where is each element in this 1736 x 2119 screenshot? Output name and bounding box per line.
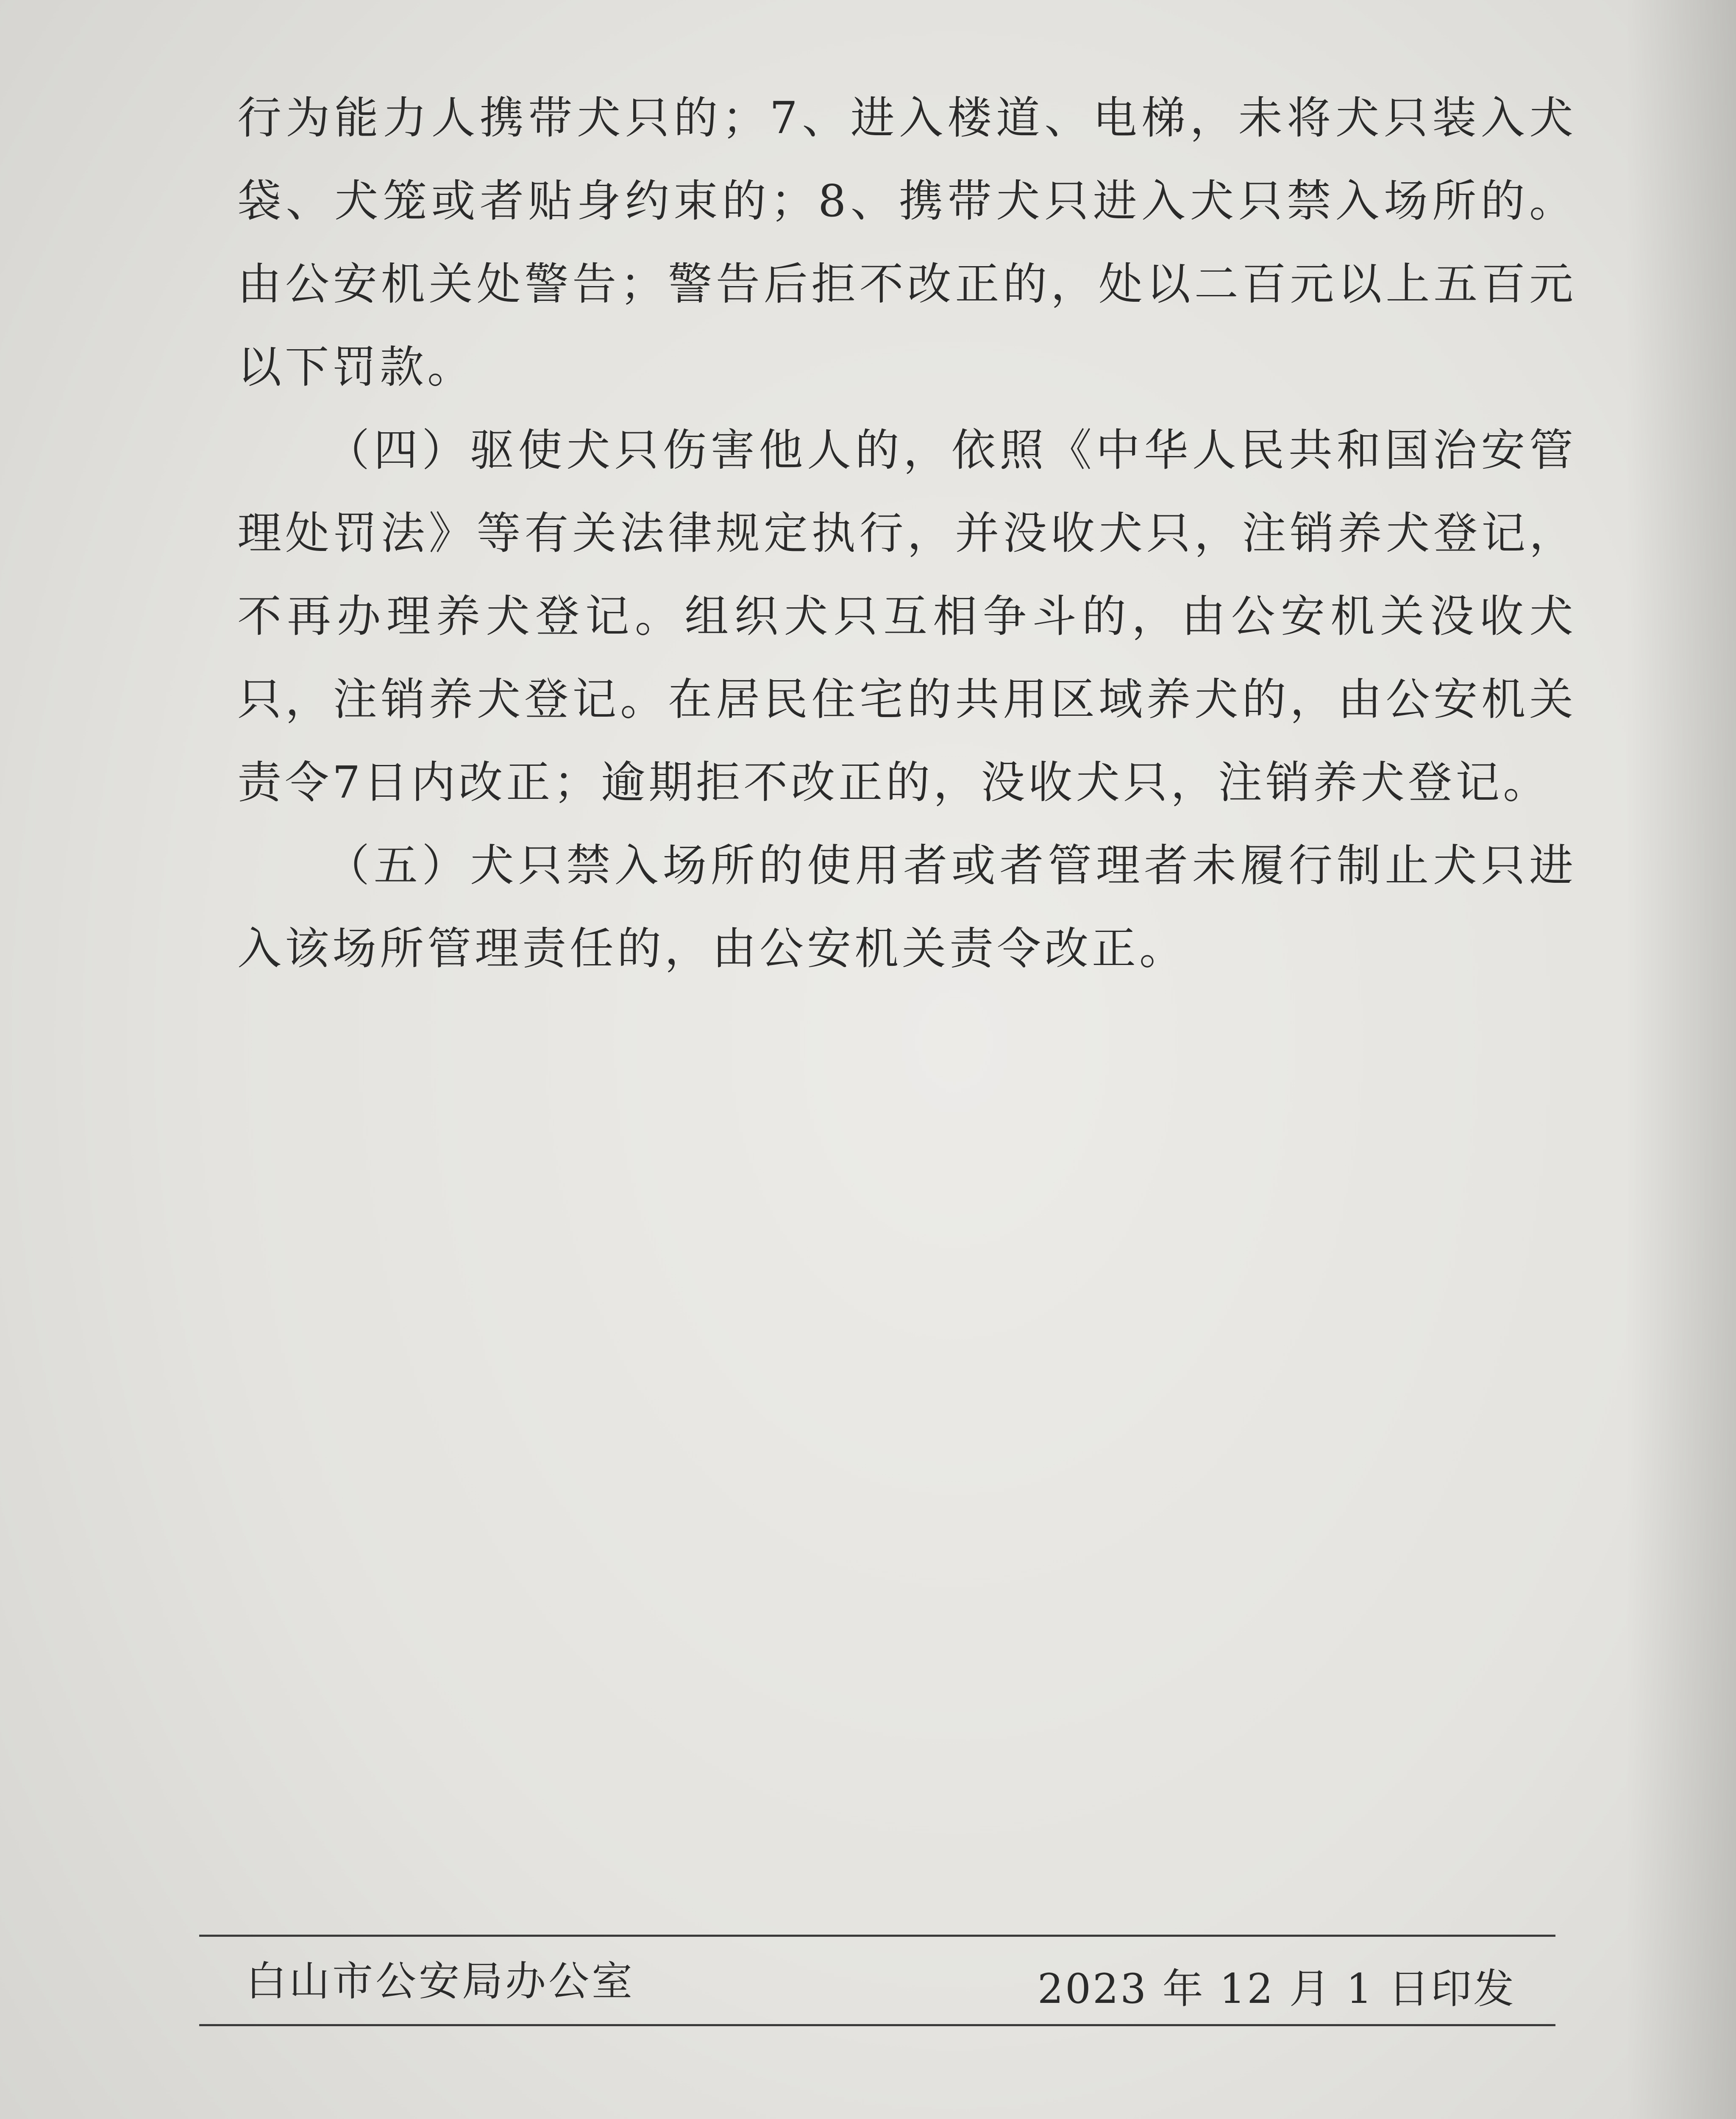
- page-shadow-right: [1626, 0, 1736, 2119]
- paragraph-item-four: （四）驱使犬只伤害他人的，依照《中华人民共和国治安管理处罚法》等有关法律规定执行，并没收犬只，注销养犬登记，不再办理养犬登记。组织犬只互相争斗的，由公安机关没收犬只，注销养犬登记。在居民住宅的共用区域养犬的，由公安机关责令7日内改正；逾期拒不改正的，没收犬只，注销养犬登记。: [237, 424, 1577, 808]
- document-body: [237, 76, 1577, 990]
- paragraph-continued: 行为能力人携带犬只的；7、进入楼道、电梯，未将犬只装入犬袋、犬笼或者贴身约束的；8、携带犬只进入犬只禁入场所的。由公安机关处警告；警告后拒不改正的，处以二百元以上五百元以下罚款。: [237, 92, 1577, 393]
- issuing-office: 白山市公安局办公室: [246, 1958, 635, 2005]
- issue-date: 2023 年 12 月 1 日印发: [1037, 1965, 1516, 2013]
- paragraph-item-five: （五）犬只禁入场所的使用者或者管理者未履行制止犬只进入该场所管理责任的，由公安机关责令改正。: [237, 840, 1577, 974]
- footer-rule-bottom: [199, 2024, 1555, 2026]
- footer-rule-top: [199, 1935, 1555, 1937]
